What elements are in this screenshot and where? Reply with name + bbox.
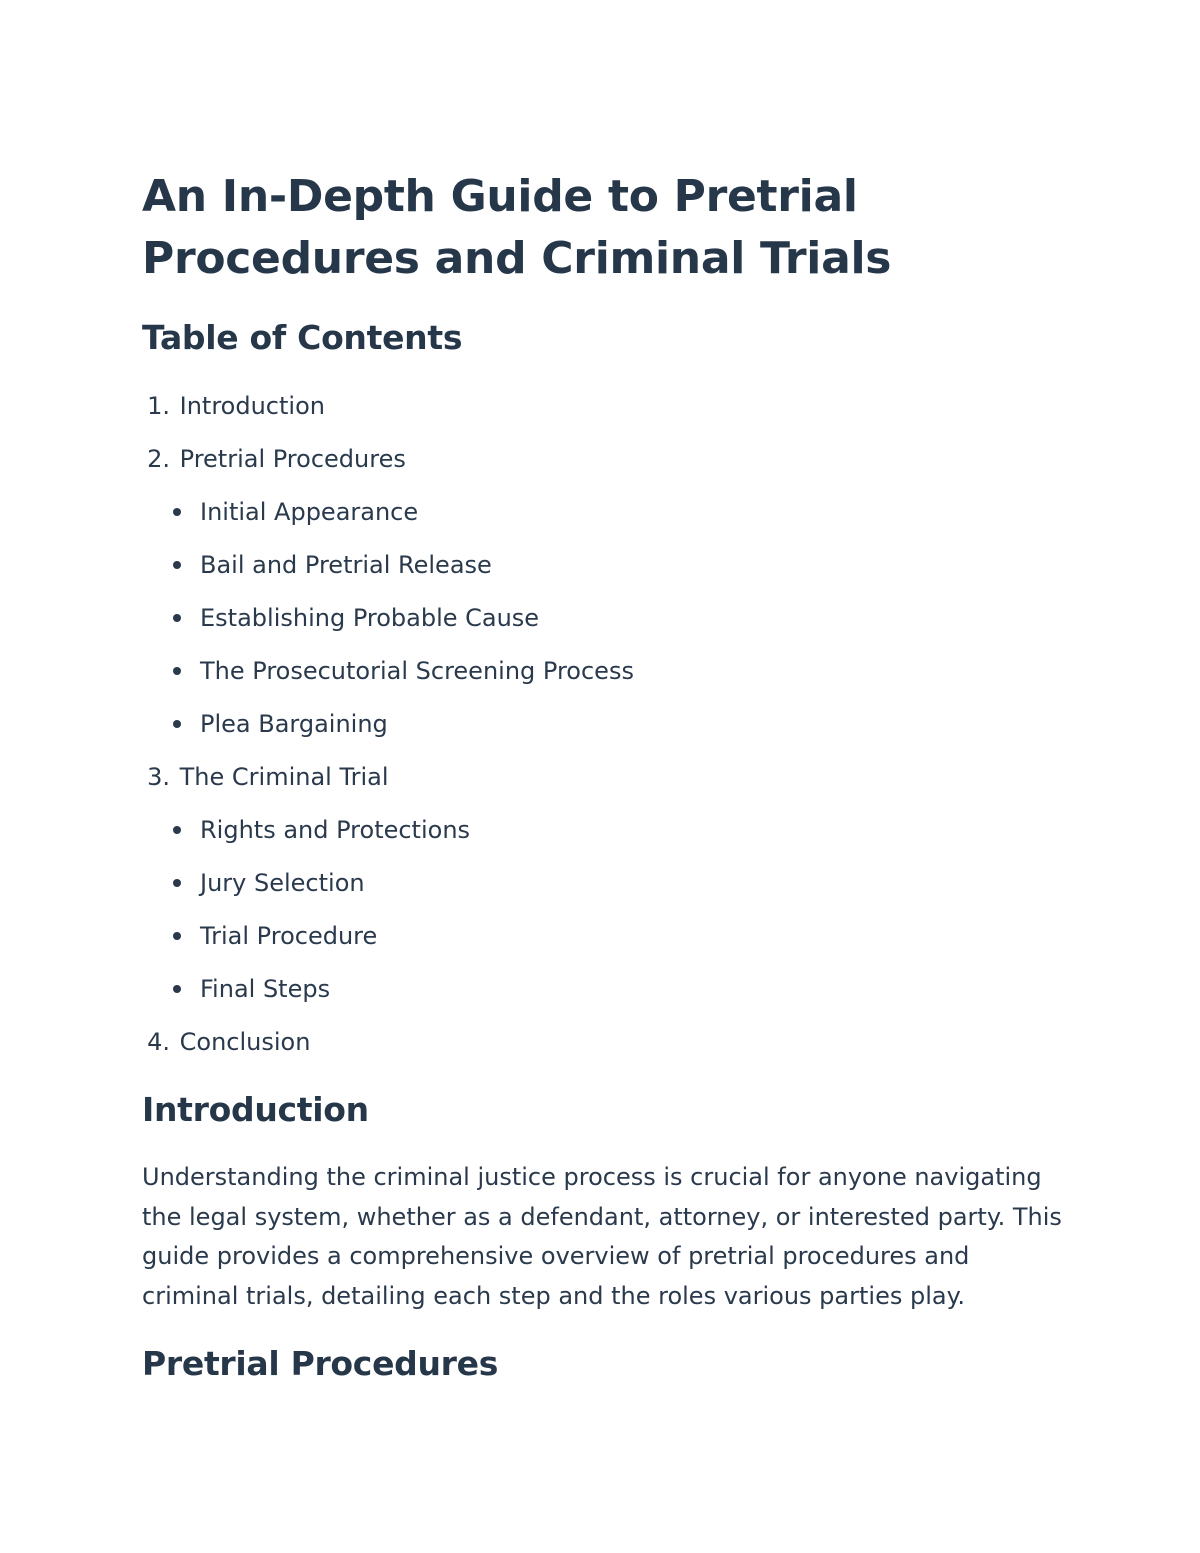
pretrial-procedures-heading: Pretrial Procedures bbox=[142, 1344, 499, 1383]
bullet-icon bbox=[173, 879, 181, 887]
toc-item-label: Introduction bbox=[179, 392, 325, 420]
introduction-paragraph: Understanding the criminal justice process is crucial for anyone navigating the legal system, whether as a defendant, attorney, or interested party. This guide provides a comprehensive overview of pretrial procedures and criminal trials, detailing each step and the roles various parties play. bbox=[142, 1163, 1062, 1310]
toc-item-introduction[interactable] bbox=[142, 386, 1042, 439]
toc-subitem-label: Bail and Pretrial Release bbox=[200, 551, 492, 579]
toc-subitem-initial-appearance[interactable] bbox=[142, 492, 1042, 545]
toc-item-conclusion[interactable] bbox=[142, 1022, 1042, 1075]
bullet-icon bbox=[173, 985, 181, 993]
toc-subitem-trial-procedure[interactable] bbox=[142, 916, 1042, 969]
toc-item-pretrial-procedures[interactable] bbox=[142, 439, 1042, 492]
toc-subitem-screening[interactable] bbox=[142, 651, 1042, 704]
toc-subitem-label: Plea Bargaining bbox=[200, 710, 388, 738]
toc-subitem-label: Jury Selection bbox=[200, 869, 365, 897]
toc-subitem-jury-selection[interactable] bbox=[142, 863, 1042, 916]
toc-item-number: 3. bbox=[147, 763, 170, 791]
bullet-icon bbox=[173, 932, 181, 940]
toc-item-number: 1. bbox=[147, 392, 170, 420]
toc-subitem-final-steps[interactable] bbox=[142, 969, 1042, 1022]
toc-heading: Table of Contents bbox=[142, 318, 463, 357]
bullet-icon bbox=[173, 667, 181, 675]
bullet-icon bbox=[173, 826, 181, 834]
toc-item-label: Pretrial Procedures bbox=[179, 445, 406, 473]
toc-item-number: 2. bbox=[147, 445, 170, 473]
toc-item-label: The Criminal Trial bbox=[179, 763, 389, 791]
toc-subitem-label: Trial Procedure bbox=[200, 922, 378, 950]
toc-subitem-probable-cause[interactable] bbox=[142, 598, 1042, 651]
toc-item-label: Conclusion bbox=[179, 1028, 311, 1056]
toc-subitem-label: Final Steps bbox=[200, 975, 331, 1003]
toc-subitem-label: Establishing Probable Cause bbox=[200, 604, 540, 632]
document-title: An In-Depth Guide to Pretrial Procedures and Criminal Trials bbox=[142, 171, 892, 284]
introduction-heading: Introduction bbox=[142, 1090, 369, 1129]
bullet-icon bbox=[173, 614, 181, 622]
toc-subitem-plea-bargaining[interactable] bbox=[142, 704, 1042, 757]
toc-subitem-rights[interactable] bbox=[142, 810, 1042, 863]
bullet-icon bbox=[173, 561, 181, 569]
toc-subitem-bail[interactable] bbox=[142, 545, 1042, 598]
bullet-icon bbox=[173, 508, 181, 516]
toc-item-criminal-trial[interactable] bbox=[142, 757, 1042, 810]
toc-item-number: 4. bbox=[147, 1028, 170, 1056]
table-of-contents bbox=[142, 386, 1042, 1075]
bullet-icon bbox=[173, 720, 181, 728]
toc-subitem-label: The Prosecutorial Screening Process bbox=[200, 657, 634, 685]
toc-subitem-label: Initial Appearance bbox=[200, 498, 419, 526]
toc-subitem-label: Rights and Protections bbox=[200, 816, 471, 844]
